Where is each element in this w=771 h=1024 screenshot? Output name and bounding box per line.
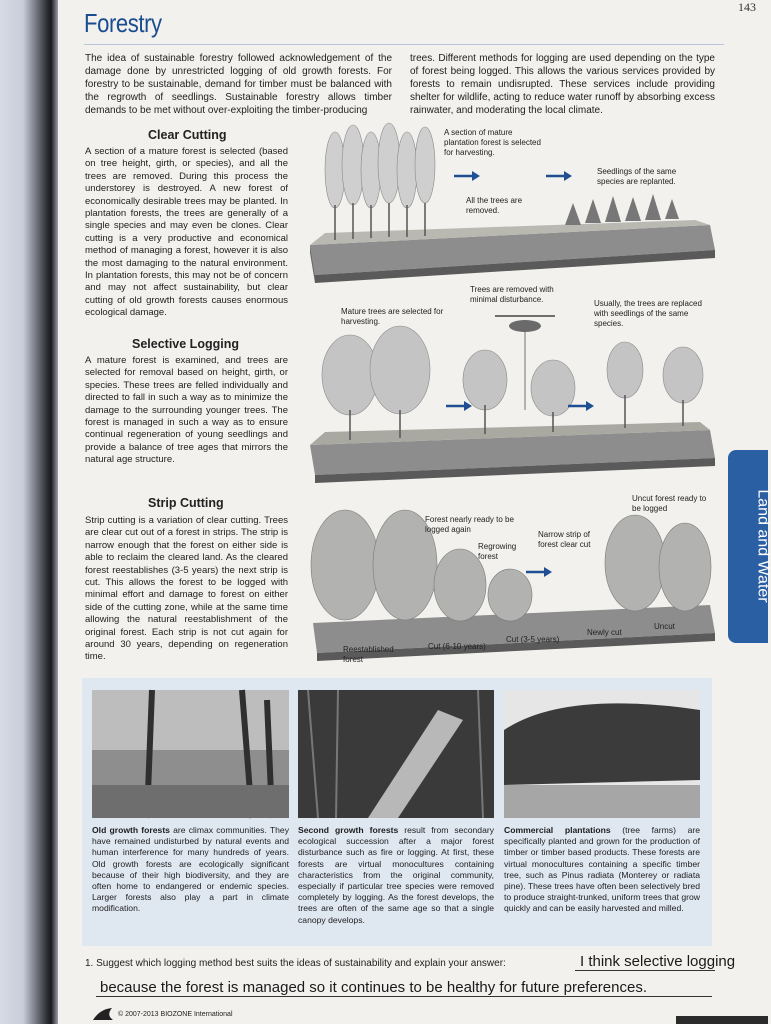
- book-binding-shadow: [0, 0, 58, 1024]
- label-uncut: Uncut: [654, 622, 675, 631]
- answer-rule: [575, 970, 715, 971]
- section-tab-label: Land and Water: [754, 489, 771, 603]
- old-growth-caption: [92, 825, 289, 915]
- old-growth-term: Old growth forests: [92, 825, 170, 835]
- selective-logging-heading: Selective Logging: [132, 337, 239, 351]
- plantation-description: (tree farms) are specifically planted and grown for the production of timber or timber based products. These forests are virtual monocultures containing a specific timber tree, such as Pinus radiata (Monterey or radiata pine). These trees have often been selectively bred to produce straight-trunked, uniform trees that grow quickly and can be easily harvested and milled.: [504, 825, 700, 914]
- page-title: Forestry: [84, 8, 162, 38]
- strip-cutting-text: Strip cutting is a variation of clear cutting. Trees are clear cut out of a forest in strips. The strip is narrow enough that the forest on either side is able to reclaim the cleared land. As the cleared forest reestablishes (3-5 years) the next strip is cut. This allows the forest to be logged with minimal effort and damage to forest on either side of the cutting zone, while at the same time allowing the natural reestablishment of the original forest. Each strip is not cut again for around 30 years, depending on regeneration time.: [85, 515, 288, 663]
- second-growth-caption: [298, 825, 494, 926]
- title-rule: [84, 44, 724, 45]
- arrow-icon: [444, 399, 474, 413]
- handwritten-answer-line-2: because the forest is managed so it continues to be healthy for future preferences.: [100, 979, 647, 996]
- plantation-term: Commercial plantations: [504, 825, 611, 835]
- intro-right-text: trees. Different methods for logging are used depending on the type of forest being logged. This allows the various services provided by forests to remain undisrupted. These services include providing shelter for wildlife, acting to reduce water runoff by absorbing excess rainwater, and moderating the local climate.: [410, 53, 715, 116]
- label-forest-nearly-ready: Forest nearly ready to be logged again: [425, 515, 514, 534]
- copyright-footer: © 2007-2013 BIOZONE International: [118, 1011, 233, 1018]
- label-cut-6-10: Cut (6-10 years): [428, 642, 486, 651]
- arrow-icon: [452, 169, 482, 183]
- strip-cutting-heading: Strip Cutting: [148, 496, 224, 510]
- intro-left-text: The idea of sustainable forestry followed acknowledgement of the damage done by unrestricted logging of old growth forests. For forestry to be sustainable, demand for timber must be balanced with the regrowth of seedlings. Sustainable forestry allows timber demands to be met without over-exploiting the timber-producing: [85, 53, 392, 116]
- arrow-icon: [544, 169, 574, 183]
- plantation-caption: [504, 825, 700, 915]
- label-trees-removed: All the trees are removed.: [466, 196, 523, 215]
- label-narrow-strip: Narrow strip of forest clear cut: [538, 530, 591, 549]
- second-growth-term: Second growth forests: [298, 825, 399, 835]
- label-mature-selected: Mature trees are selected for harvesting.: [341, 307, 444, 326]
- second-growth-description: result from secondary ecological succession after a major forest disturbance such as fire or logging. At first, these forests are virtual monocultures containing characteristics from the original community, especially if particular tree species were removed completely by logging. As the forest develops, the trees are often of the same age so that a single canopy develops.: [298, 825, 495, 925]
- clear-cutting-heading: Clear Cutting: [148, 128, 227, 142]
- page-number: 143: [738, 0, 756, 14]
- label-newly-cut: Newly cut: [587, 628, 622, 637]
- label-cut-3-5: Cut (3-5 years): [506, 635, 560, 644]
- clear-cutting-text: A section of a mature forest is selected (based on tree height, girth, or species), and all the trees are removed. During this process the understorey is destroyed. A new forest of economically desirable trees may be planted. In plantation forests, the trees are generally of a single species and may even be clones. Clear cutting is a very productive and economical method of managing a forest, however it is also the most damaging to the natural environment. In plantation forests, this may not be of concern and may not affect sustainability, but clear cutting of old growth forests causes enormous ecological damage.: [85, 146, 288, 319]
- arrow-icon: [524, 565, 554, 579]
- biozone-logo-icon: [92, 1007, 114, 1021]
- arrow-icon: [566, 399, 596, 413]
- second-growth-photo: [298, 690, 494, 818]
- label-replaced-seedlings: Usually, the trees are replaced with seedlings of the same species.: [594, 299, 702, 328]
- label-reestablished: Reestablished forest: [343, 645, 394, 664]
- old-growth-description: are climax communities. They have remained undisturbed by natural events and human interference for many hundreds of years. Old growth forests are ecologically significant because of their high biodiversity, and they are often home to endangered or endemic species. Larger forests also play a part in climate modification.: [92, 825, 289, 914]
- footer-bar: [676, 1016, 768, 1024]
- selective-logging-text: A mature forest is examined, and trees are selected for removal based on height, girth, or species. These trees are felled individually and directed to fall in such a way as to minimize the damage to the surrounding younger trees. The forest is managed in such a way as to ensure continual regeneration of young seedlings and provide a balance of tree ages that mirrors the natural age structure.: [85, 355, 288, 466]
- old-growth-photo: [92, 690, 289, 818]
- plantation-photo: [504, 690, 700, 818]
- label-mature-section: A section of mature plantation forest is selected for harvesting.: [444, 128, 541, 157]
- label-removed-minimal: Trees are removed with minimal disturbance.: [470, 285, 554, 304]
- question-text: 1. Suggest which logging method best suits the ideas of sustainability and explain your answer:: [85, 958, 506, 969]
- handwritten-answer-line-1: I think selective logging: [580, 953, 736, 970]
- label-seedlings-replanted: Seedlings of the same species are replanted.: [597, 167, 677, 186]
- answer-rule: [96, 996, 712, 997]
- label-regrowing-forest: Regrowing forest: [478, 542, 517, 561]
- label-uncut-ready: Uncut forest ready to be logged: [632, 494, 707, 513]
